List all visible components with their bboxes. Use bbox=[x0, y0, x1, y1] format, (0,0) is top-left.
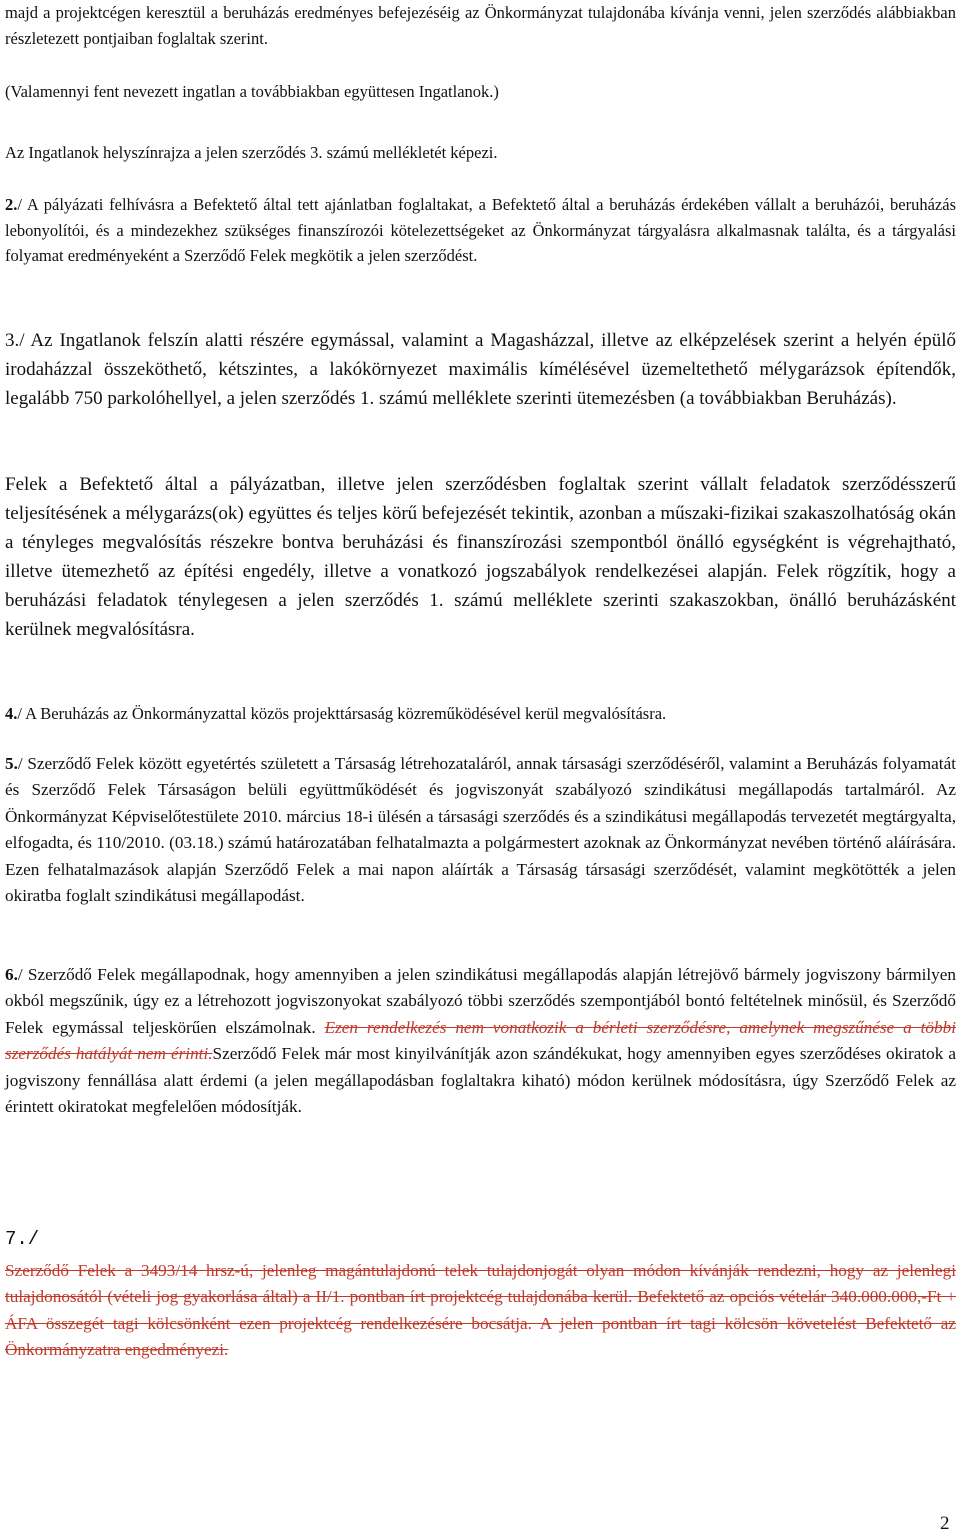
section-2-number: 2. bbox=[5, 195, 18, 214]
section-5-text: / Szerződő Felek között egyetértés született a Társaság létrehozataláról, annak társasági szerződéséről, valamint a Beruházás folyamatát és Szerződő Felek Társaságon belüli együttműködését és jogviszonyát szabályozó szindikátusi megállapodás tartalmáról. Az Önkormányzat Képviselőtestülete 2010. március 18-i ülésén a társasági szerződés és a szindikátusi megállapodás tervezetét megtárgyalta, elfogadta, és 110/2010. (03.18.) számú határozatában felhatalmazta a polgármestert azoknak az Önkormányzat nevében történő aláírására. Ezen felhatalmazások alapján Szerződő Felek a mai napon aláírták a Társaság társasági szerződését, valamint megkötötték a jelen okiratba foglalt szindikátusi megállapodást. bbox=[5, 754, 956, 906]
paragraph-site-plan: Az Ingatlanok helyszínrajza a jelen szerződés 3. számú mellékletét képezi. bbox=[5, 143, 498, 162]
paragraph-ingatlanok-note: (Valamennyi fent nevezett ingatlan a továbbiakban együttesen Ingatlanok.) bbox=[5, 82, 499, 101]
page-number: 2 bbox=[940, 1513, 950, 1534]
section-7-number: 7./ bbox=[5, 1228, 40, 1250]
section-3-continuation: Felek a Befektető által a pályázatban, illetve jelen szerződésben foglaltak szerint vállalt feladatok szerződésszerű teljesítésének a mélygarázs(ok) együttes és teljes körű befejezését tekintik, azonban a műszaki-fizikai szakaszolhatóság okán a tényleges megvalósítás részekre bontva beruházási és finanszírozási szempontból önálló egységként is végrehajtható, illetve ütemezhető az építési engedély, illetve a vonatkozó jogszabályok rendelkezései alapján. Felek rögzítik, hogy a beruházási feladatok ténylegesen a jelen szerződés 1. számú melléklete szerinti szakaszokban, önálló beruházásként kerülnek megvalósításra. bbox=[5, 474, 956, 640]
section-4 bbox=[5, 701, 956, 727]
section-2 bbox=[5, 192, 956, 269]
section-4-number: 4. bbox=[5, 704, 18, 723]
paragraph-intro-continuation: majd a projektcégen keresztül a beruházás eredményes befejezéséig az Önkormányzat tulajdonába kívánja venni, jelen szerződés alábbiakban részletezett pontjaiban foglaltak szerint. bbox=[5, 3, 956, 48]
section-6-text: / Szerződő Felek megállapodnak, hogy amennyiben a jelen szindikátusi megállapodás alapján létrejövő bármely jogviszony bármilyen okból megszűnik, úgy ez a létrehozott jogviszonyokat szabályozó többi szerződés szempontjából bontó feltételnek minősül, és Szerződő Felek egymással teljeskörűen elszámolnak. bbox=[5, 965, 956, 1037]
section-5-number: 5. bbox=[5, 754, 18, 773]
section-6 bbox=[5, 962, 956, 1120]
section-6-rest: Szerződő Felek már most kinyilvánítják azon szándékukat, hogy amennyiben egyes szerződéses okiratok a jogviszony fennállása alatt érdemi (a jelen megállapodásban foglaltakra kiható) módon kerülnek módosításra, úgy Szerződő Felek az érintett okiratokat megfelelően módosítják. bbox=[5, 1044, 956, 1117]
section-2-text: / A pályázati felhívásra a Befektető által tett ajánlatban foglaltakat, a Befektető által a beruházás érdekében vállalt a beruházói, beruházás lebonyolítói, és a mindezekhez szükséges finanszírozói kötelezettségeket az Önkormányzat tárgyalásra alkalmasnak találta, és a tárgyalási folyamat eredményeként a Szerződő Felek megkötik a jelen szerződést. bbox=[5, 195, 956, 266]
section-5 bbox=[5, 751, 956, 909]
section-4-text: / A Beruházás az Önkormányzattal közös projekttársaság közreműködésével kerül megvalósításra. bbox=[17, 704, 667, 723]
section-3: 3./ Az Ingatlanok felszín alatti részére egymással, valamint a Magasházzal, illetve az elképzelések szerint a helyén épülő irodaházzal összeköthető, kétszintes, a lakókörnyezet maximális kímélésével üzemeltethető mélygarázsok építendők, legalább 750 parkolóhellyel, a jelen szerződés 1. számú melléklete szerinti ütemezésben (a továbbiakban Beruházás). bbox=[5, 330, 956, 409]
section-7-deleted-text: Szerződő Felek a 3493/14 hrsz-ú, jelenleg magántulajdonú telek tulajdonjogát olyan módon kívánják rendezni, hogy az jelenlegi tulajdonosától (vételi jog gyakorlása által) a II/1. pontban írt projektcég tulajdonába kerül. Befektető az opciós vételár 340.000.000,-Ft + ÁFA összegét tagi kölcsönként ezen projektcég rendelkezésére bocsátja. A jelen pontban írt tagi kölcsön követelést Befektető az Önkormányzatra engedményezi. bbox=[5, 1261, 956, 1360]
section-6-number: 6. bbox=[5, 965, 18, 984]
section-6-deleted-text: Ezen rendelkezés nem vonatkozik a bérleti szerződésre, amelynek megszűnése a többi szerződés hatályát nem érinti. bbox=[5, 1017, 956, 1064]
